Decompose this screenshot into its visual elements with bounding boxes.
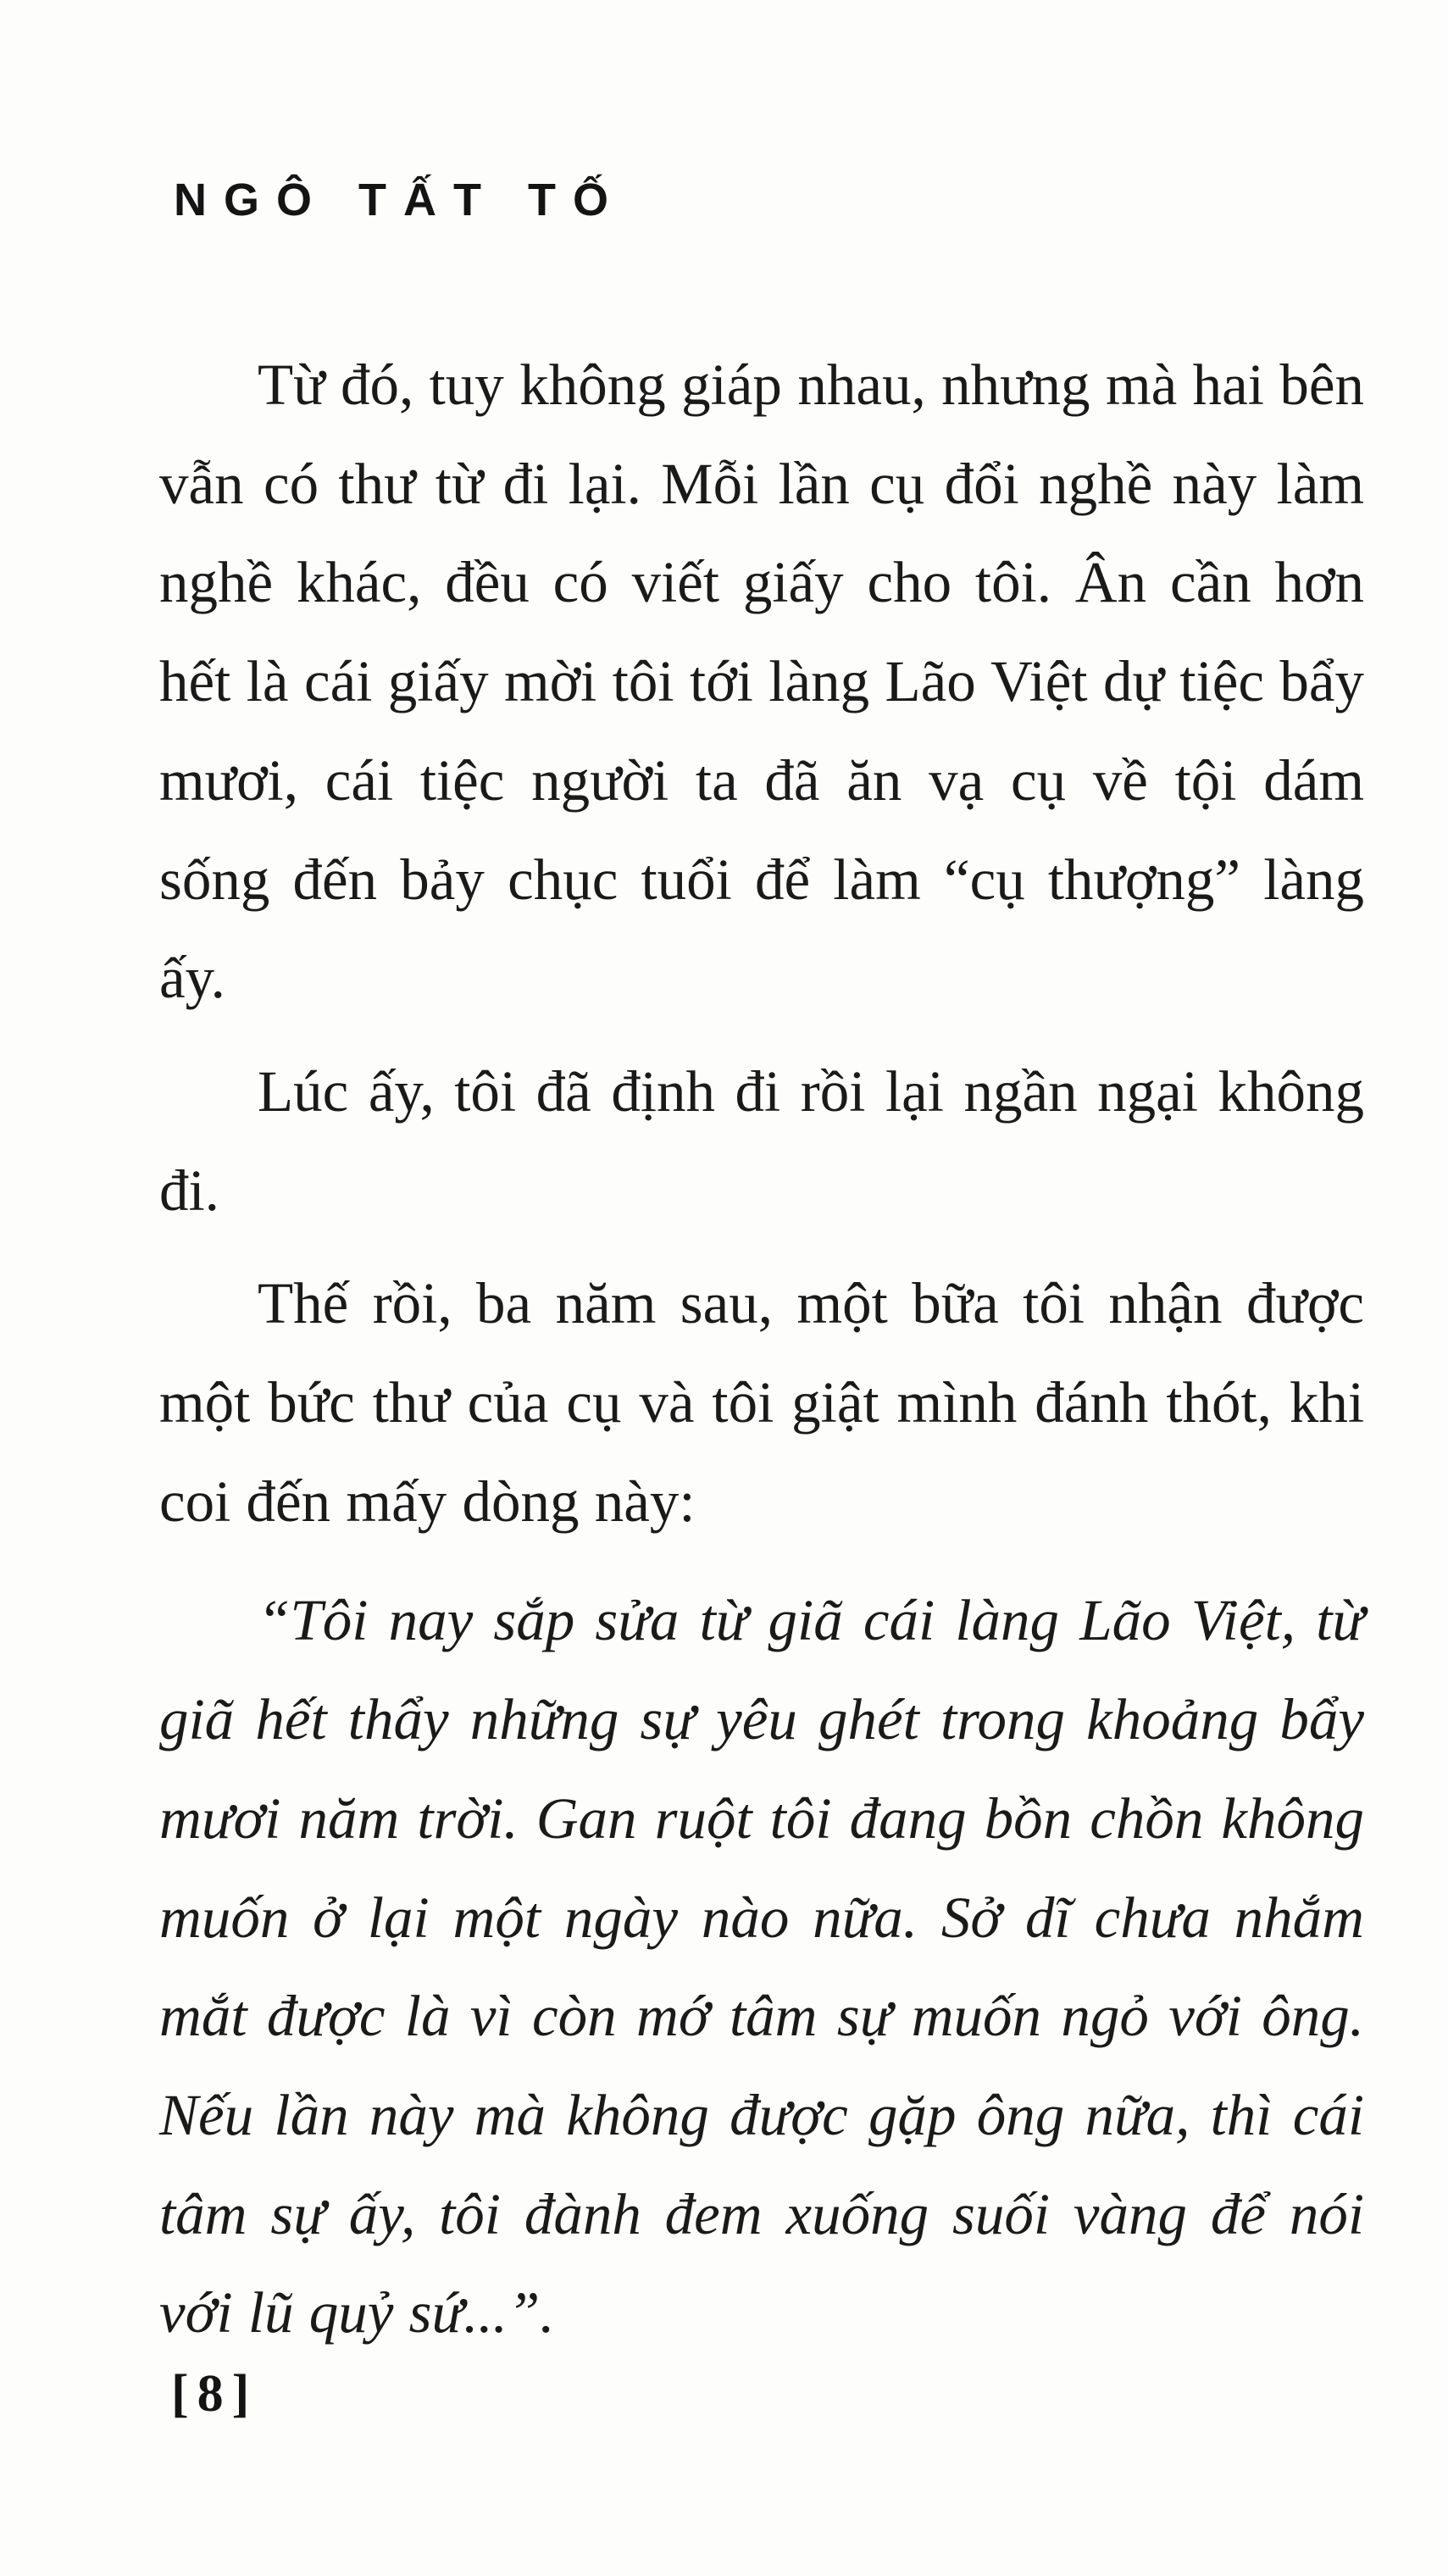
page-number: [8]: [171, 2365, 258, 2423]
body-text: [159, 336, 1364, 2377]
paragraph-1: Từ đó, tuy không giáp nhau, nhưng mà hai bên vẫn có thư từ đi lại. Mỗi lần cụ đổi nghề này làm nghề khác, đều có viết giấy cho tôi. Ân cần hơn hết là cái giấy mời tôi tới làng Lão Việt dự tiệc bẩy mươi, cái tiệc người ta đã ăn vạ cụ về tội dám sống đến bảy chục tuổi để làm “cụ thượng” làng ấy.: [159, 353, 1364, 1011]
quoted-letter: “Tôi nay sắp sửa từ giã cái làng Lão Việt, từ giã hết thẩy những sự yêu ghét trong khoảng bẩy mươi năm trời. Gan ruột tôi đang bồn chồn không muốn ở lại một ngày nào nữa. Sở dĩ chưa nhắm mắt được là vì còn mớ tâm sự muốn ngỏ với ông. Nếu lần này mà không được gặp ông nữa, thì cái tâm sự ấy, tôi đành đem xuống suối vàng để nói với lũ quỷ sứ...”.: [159, 1588, 1364, 2346]
paragraph-2: Lúc ấy, tôi đã định đi rồi lại ngần ngại không đi.: [159, 1058, 1364, 1223]
running-header: NGÔ TẤT TỐ: [174, 175, 625, 225]
paragraph-3: Thế rồi, ba năm sau, một bữa tôi nhận được một bức thư của cụ và tôi giật mình đánh thót, khi coi đến mấy dòng này:: [159, 1271, 1364, 1534]
